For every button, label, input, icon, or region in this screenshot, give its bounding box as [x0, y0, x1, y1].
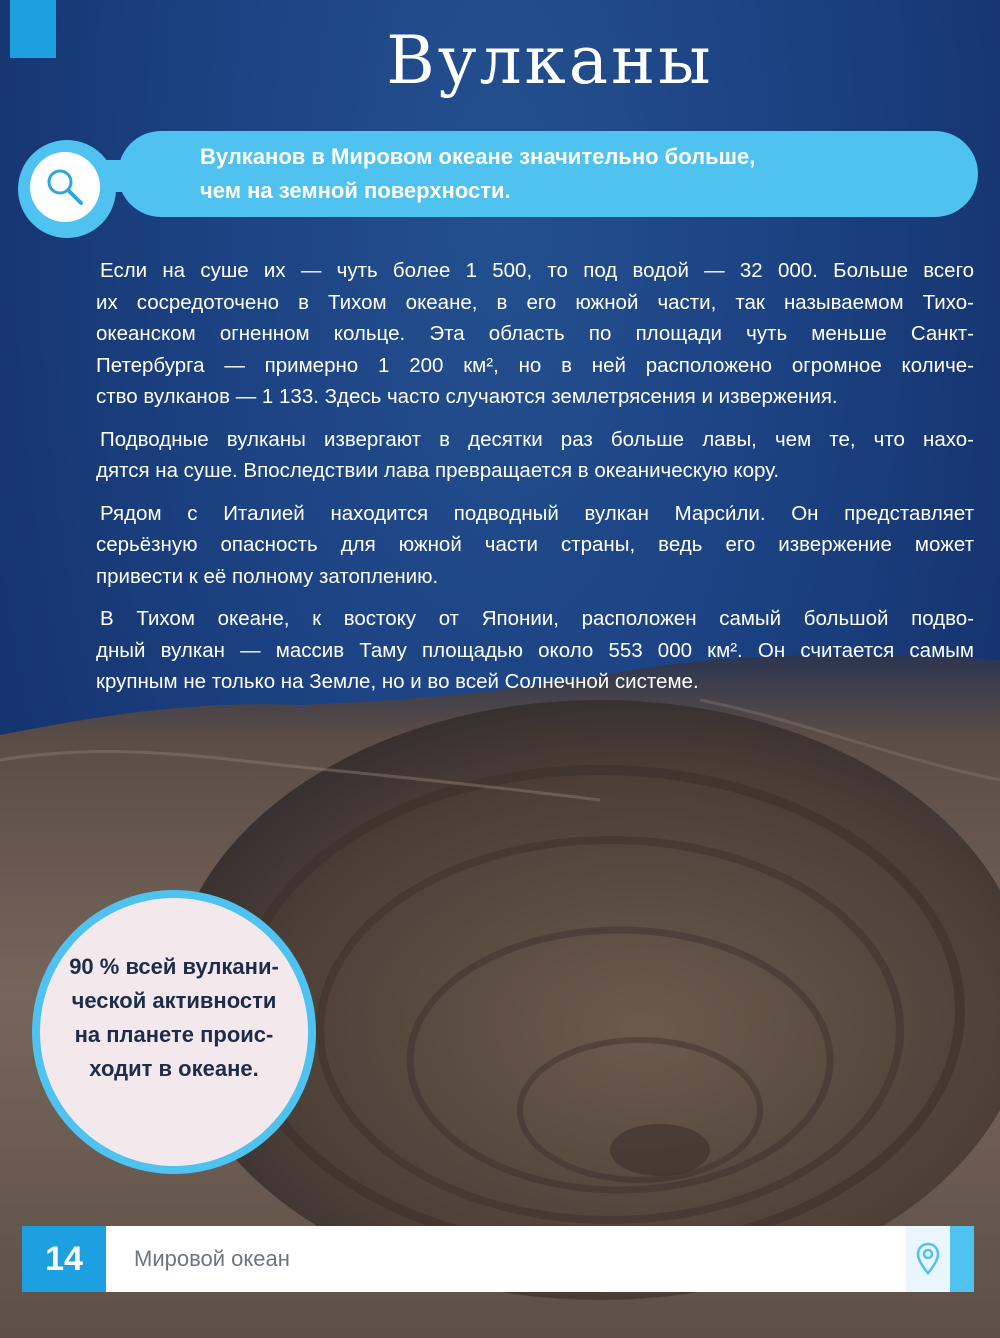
magnifier-icon [30, 152, 100, 222]
paragraph-1 [96, 255, 974, 413]
fact-line: 90 % всей вулкани- [69, 954, 279, 979]
section-label: Мировой океан [134, 1246, 290, 1271]
text-line: ство вулканов — 1 133. Здесь часто случаются землетрясения и извержения. [96, 385, 838, 408]
text-line: дятся на суше. Впоследствии лава превращается в океаническую кору. [96, 459, 780, 482]
text-line: дный вулкан — массив Таму площадью около 553 000 км². Он считается самым [96, 638, 974, 662]
text-line: океанском огненном кольце. Эта область по площади чуть меньше Санкт- [96, 322, 974, 345]
callout-text [200, 140, 960, 208]
fact-line: на планете проис- [74, 1022, 274, 1047]
callout-line: Вулканов в Мировом океане значительно больше, [200, 144, 756, 169]
text-line: серьёзную опасность для южной части страны, ведь его извержение может [96, 533, 974, 556]
text-line: Петербурга — примерно 1 200 км², но в ней расположено огромное количе- [96, 353, 974, 377]
fact-circle [32, 890, 316, 1174]
text-line: Подводные вулканы извергают в десятки раз больше лавы, чем те, что нахо- [100, 427, 974, 451]
article-body [96, 255, 974, 709]
page-title: Вулканы [386, 22, 714, 99]
text-line: крупным не только на Земле, но и во всей Солнечной системе. [96, 670, 699, 693]
text-line: В Тихом океане, к востоку от Японии, расположен самый большой подво- [100, 607, 974, 630]
text-line: Рядом с Италией находится подводный вулкан Марси́ли. Он представляет [100, 501, 974, 525]
paragraph-4 [96, 603, 974, 698]
text-line: Если на суше их — чуть более 1 500, то под водой — 32 000. Больше всего [100, 259, 974, 282]
fact-text [40, 950, 308, 1086]
paragraph-3 [96, 498, 974, 593]
location-pin-icon [906, 1226, 950, 1292]
paragraph-2 [96, 424, 974, 487]
text-line: привести к её полному затоплению. [96, 564, 439, 588]
fact-line: ходит в океане. [89, 1056, 259, 1081]
text-line: их сосредоточено в Тихом океане, в его южной части, так называемом Тихо- [96, 290, 974, 314]
fact-circle-inner [40, 898, 308, 1166]
callout-line: чем на земной поверхности. [200, 178, 511, 203]
page-number: 14 [45, 1240, 83, 1278]
fact-line: ческой активности [71, 988, 277, 1013]
